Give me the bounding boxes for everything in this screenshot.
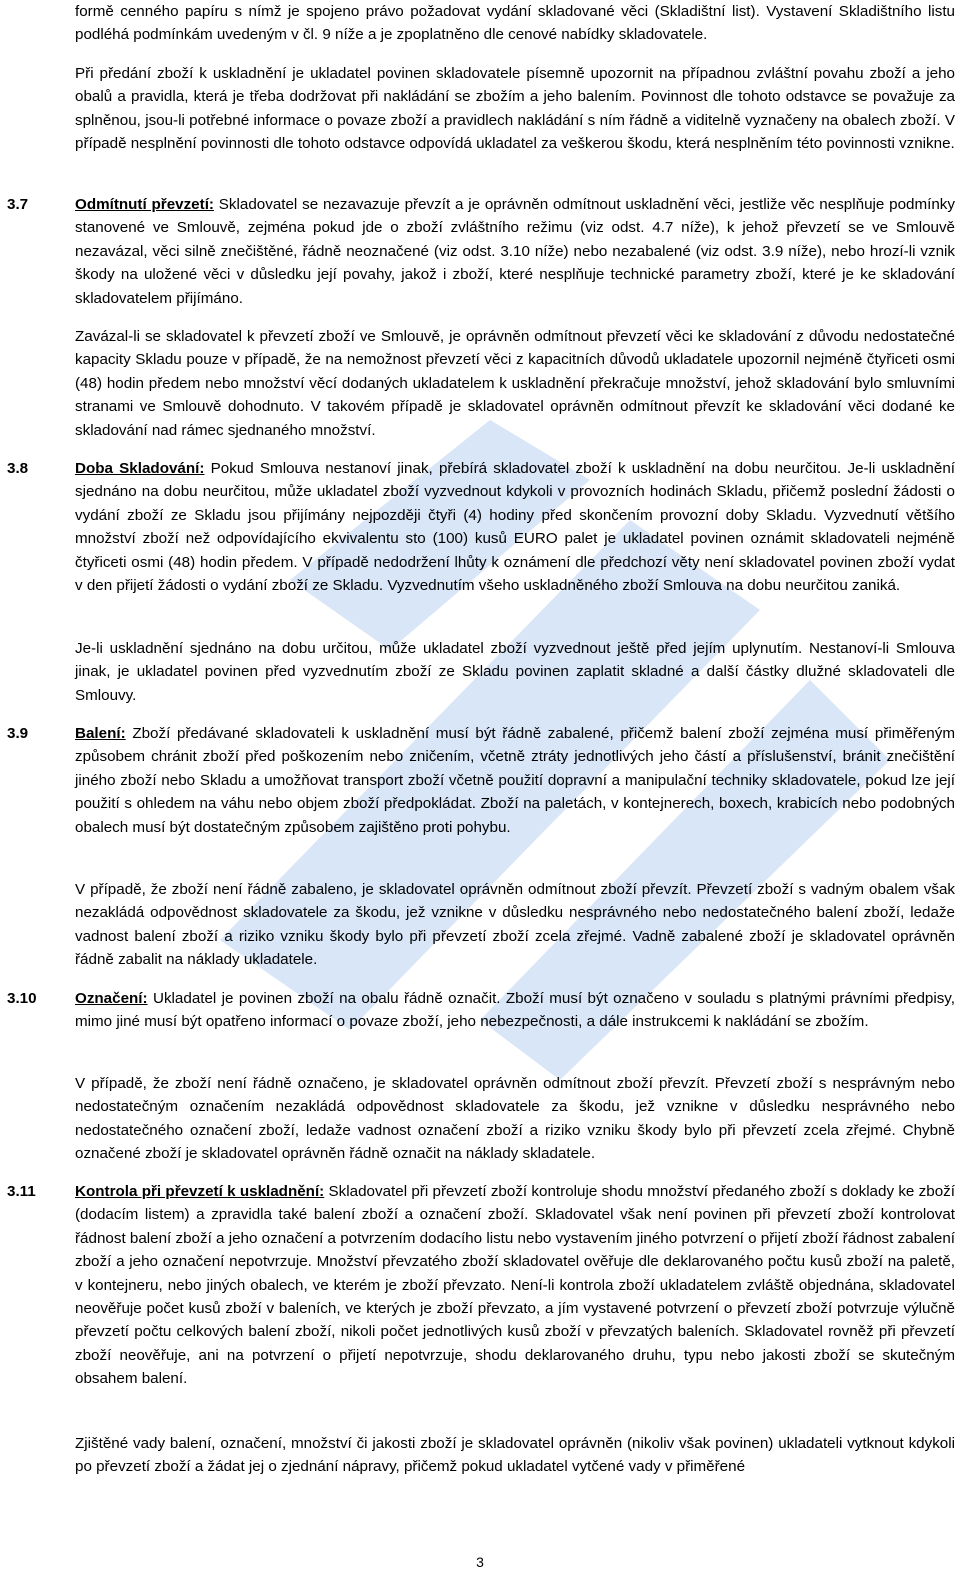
section-number-3-9: 3.9 bbox=[7, 725, 29, 742]
paragraph-marking-defect: V případě, že zboží není řádně označeno, je skladovatel oprávněn odmítnout zboží převzít. Převzetí zboží s nesprávným nebo nedostatečným označením nezakládá odpovědnost skladovatele za škodu, jež vznikne v důsledku nesprávného nebo nedostatečného označení zboží, ledaže vadnost označení zboží a riziko vzniku škody bylo při převzetí zcela zřejmé. Chybně označené zboží je skladovatel oprávněn řádně označit na náklady skladatele. bbox=[75, 1075, 955, 1163]
section-heading-3-9: Balení: bbox=[75, 725, 126, 742]
page-number: 3 bbox=[476, 1554, 484, 1570]
section-3-7-paragraph bbox=[75, 193, 955, 310]
paragraph-continuation: formě cenného papíru s nímž je spojeno právo požadovat vydání skladované věci (Skladištní list). Vystavení Skladištního listu podléhá podmínkám uvedeným v čl. 9 níže a je zpoplatněno dle cenové nabídky skladovatele. bbox=[75, 3, 955, 44]
paragraph-packaging-defect: V případě, že zboží není řádně zabaleno, je skladovatel oprávněn odmítnout zboží převzít. Převzetí zboží s vadným obalem však nezakládá odpovědnost skladovatele za škodu, jež vznikne v důsledku nesprávného nebo nedostatečného balení zboží, ledaže vadnost balení zboží a riziko vzniku škody bylo při převzetí zboží zcela zřejmé. Vadně zabalené zboží je skladovatel oprávněn řádně zabalit na náklady ukladatele. bbox=[75, 881, 955, 969]
section-3-7-text: Skladovatel se nezavazuje převzít a je oprávněn odmítnout uskladnění věci, jestliže věc nesplňuje podmínky stanovené ve Smlouvě, zejména pokud jde o zboží zvláštního režimu (viz odst. 4.7 níže), k jehož převzetí se ve Smlouvě nezavázal, věci silně znečištěné, řádně neoznačené (viz odst. 3.10 níže) nebo nezabalené (viz odst. 3.9 níže), nebo hrozí-li vznik škody na uložené věci v důsledku její povahy, jakož i zboží, které nesplňuje technické parametry zboží, které je ke skladování skladovatelem přijímáno. bbox=[75, 196, 955, 307]
section-number-3-11: 3.11 bbox=[7, 1183, 36, 1200]
section-3-8-paragraph bbox=[75, 457, 955, 597]
section-3-10-paragraph bbox=[75, 987, 955, 1034]
section-3-9-text: Zboží předávané skladovateli k uskladnění musí být řádně zabalené, přičemž balení zboží zejména musí přiměřeným způsobem chránit zboží před poškozením nebo zničením, včetně ztráty jednotlivých jeho částí a příslušenství, bránit znečištění jiného zboží nebo Skladu a umožňovat transport zboží včetně použití dopravní a manipulační techniky skladovatele, pokud lze její použití s ohledem na váhu nebo objem zboží předpokládat. Zboží na paletách, v kontejnerech, boxech, krabicích nebo podobných obalech musí být dostatečným způsobem zajištěno proti pohybu. bbox=[75, 725, 955, 836]
paragraph-capacity: Zavázal-li se skladovatel k převzetí zboží ve Smlouvě, je oprávněn odmítnout převzetí věci ke skladování z důvodu nedostatečné kapacity Skladu pouze v případě, že na nemožnost převzetí věci z kapacitních důvodů ukladatele upozornil nejméně čtyřiceti osmi (48) hodin předem nebo množství věcí dodaných ukladatelem k uskladnění překračuje množství, jehož skladování bylo smluvními stranami ve Smlouvě dohodnuto. V takovém případě je skladovatel oprávněn odmítnout převzít ke skladování věci dodané ke skladování nad rámec sjednaného množství. bbox=[75, 328, 955, 439]
section-number-3-10: 3.10 bbox=[7, 990, 37, 1007]
section-3-11-text: Skladovatel při převzetí zboží kontroluje shodu množství předaného zboží s doklady ke zboží (dodacím listem) a zpravidla také balení zboží a označení zboží. Skladovatel však není povinen při převzetí zboží kontrolovat řádnost balení zboží a jeho označení a potvrzením dodacího listu nebo vystavením jiného potvrzení o přijetí zboží řádnost zabalení zboží a jeho označení nepotvrzuje. Množství převzatého zboží skladovatel ověřuje dle deklarovaného počtu kusů zboží na paletě, v kontejneru, nebo jiných obalech, ve kterém je zboží převzato. Není-li kontrola zboží ukladatelem zvláště objednána, skladovatel neověřuje počet kusů zboží v baleních, ve kterých je zboží převzato, a jím vystavené potvrzení o převzetí zboží potvrzuje výlučně převzetí počtu celkových balení zboží, nikoli počet jednotlivých kusů zboží v převzatých baleních. Skladovatel rovněž při převzetí zboží neověřuje, ani na potvrzení o přijetí nepotvrzuje, shodu deklarovaného druhu, typu nebo jakosti zboží se skutečným obsahem balení. bbox=[75, 1183, 955, 1388]
section-3-9-paragraph bbox=[75, 722, 955, 839]
section-3-10-text: Ukladatel je povinen zboží na obalu řádně označit. Zboží musí být označeno v souladu s platnými právními předpisy, mimo jiné musí být opatřeno informací o povaze zboží, jeho nebezpečnosti, a dále instrukcemi k nakládání se zbožím. bbox=[75, 990, 955, 1031]
section-heading-3-10: Označení: bbox=[75, 990, 148, 1007]
paragraph-fixed-term: Je-li uskladnění sjednáno na dobu určitou, může ukladatel zboží vyzvednout ještě před jejím uplynutím. Nestanoví-li Smlouva jinak, je ukladatel povinen před vyzvednutím zboží ze Skladu povinen zaplatit skladné a další částky dlužné skladovateli dle Smlouvy. bbox=[75, 640, 955, 704]
section-number-3-8: 3.8 bbox=[7, 460, 29, 477]
section-heading-3-7: Odmítnutí převzetí: bbox=[75, 196, 214, 213]
paragraph-hazard-notice: Při předání zboží k uskladnění je ukladatel povinen skladovatele písemně upozornit na případnou zvláštní povahu zboží a jeho obalů a pravidla, která je třeba dodržovat při nakládání se zbožím a jeho balením. Povinnost dle tohoto odstavce se považuje za splněnou, jsou-li potřebné informace o povaze zboží a pravidlech nakládání s ním řádně a viditelně vyznačeny na obalech zboží. V případě nesplnění povinnosti dle tohoto odstavce odpovídá ukladatel za veškerou škodu, která nesplněním této povinnosti vznikne. bbox=[75, 65, 955, 153]
section-heading-3-8: Doba Skladování: bbox=[75, 460, 205, 477]
paragraph-defects-claim: Zjištěné vady balení, označení, množství či jakosti zboží je skladovatel oprávněn (nikoliv však povinen) ukladateli vytknout kdykoli po převzetí zboží a žádat jej o zjednání nápravy, přičemž pokud ukladatel vytčené vady v přiměřené bbox=[75, 1435, 955, 1476]
section-3-8-text: Pokud Smlouva nestanoví jinak, přebírá skladovatel zboží k uskladnění na dobu neurčitou. Je-li uskladnění sjednáno na dobu neurčitou, může ukladatel zboží vyzvednout kdykoli v provozních hodinách Skladu, přičemž poslední žádosti o vydání zboží ze Skladu jsou přijímány nejpozději čtyři (4) hodiny před skončením provozní doby Skladu. Vyzvednutí většího množství zboží než odpovídajícího ekvivalentu sto (100) kusů EURO palet je ukladatel povinen oznámit skladovateli nejméně čtyřiceti osmi (48) hodin předem. V případě nedodržení lhůty k oznámení dle předchozí věty není skladovatel povinen zboží vydat v den přijetí žádosti o vydání zboží ze Skladu. Vyzvednutím všeho uskladněného zboží Smlouva na dobu neurčitou zaniká. bbox=[75, 460, 955, 595]
section-number-3-7: 3.7 bbox=[7, 196, 29, 213]
section-heading-3-11: Kontrola při převzetí k uskladnění: bbox=[75, 1183, 325, 1200]
section-3-11-paragraph bbox=[75, 1180, 955, 1391]
